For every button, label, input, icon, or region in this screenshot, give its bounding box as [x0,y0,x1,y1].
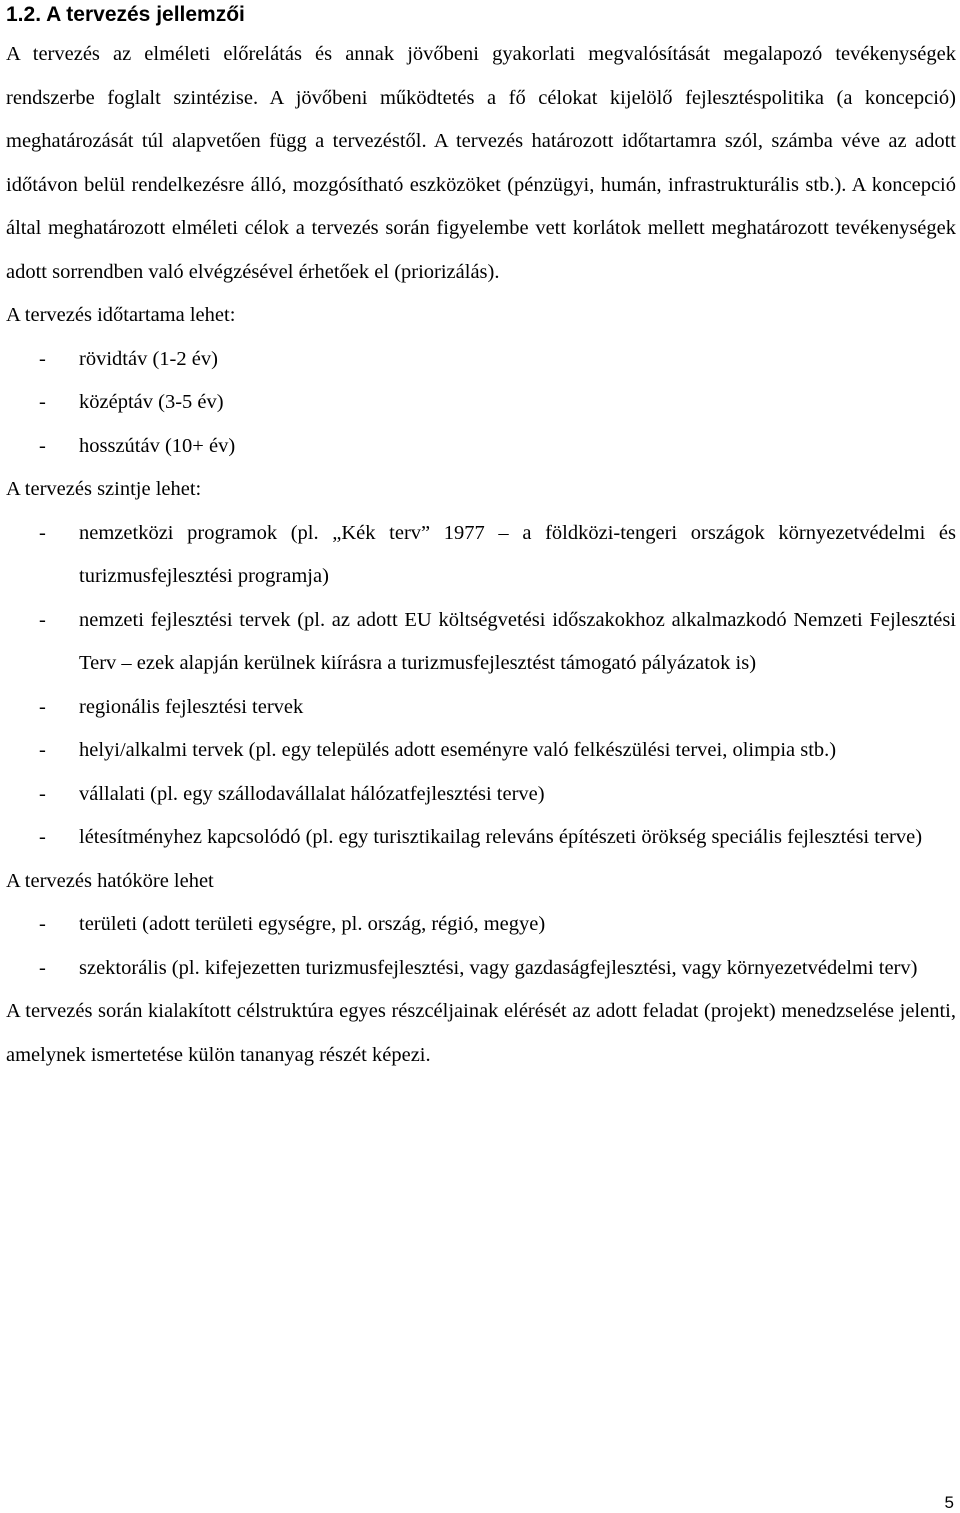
list-marker: - [39,434,46,457]
list-item [6,599,956,686]
scope-list [6,903,956,990]
list-item [6,729,956,773]
list-item-text: vállalati (pl. egy szállodavállalat hálózatfejlesztési terve) [79,782,545,805]
list-marker: - [39,391,46,413]
list-item [6,381,956,425]
list-item-text: nemzetközi programok (pl. „Kék terv” 1977 – a földközi-tengeri országok környezetvédelmi és turizmusfejlesztési programja) [79,521,956,587]
list-item [6,338,956,382]
list-item-text: helyi/alkalmi tervek (pl. egy település adott eseményre való felkészülési tervei, olimpia stb.) [79,739,837,761]
duration-list [6,338,956,469]
list-item [6,425,956,469]
list-marker: - [39,739,46,761]
list-item-text: hosszútáv (10+ év) [79,434,236,457]
list-item [6,686,956,730]
list-marker: - [39,956,46,979]
list-item-text: területi (adott területi egységre, pl. ország, régió, megye) [79,913,546,935]
list-item-text: létesítményhez kapcsolódó (pl. egy turisztikailag releváns építészeti örökség speciális fejlesztési terve) [79,826,923,848]
list-item [6,903,956,947]
closing-paragraph: A tervezés során kialakított célstruktúra egyes részcéljainak elérését az adott feladat (projekt) menedzselése jelenti, amelynek ismertetése külön tananyag részét képezi. [6,1000,956,1066]
list-marker: - [39,913,46,935]
section-heading: 1.2. A tervezés jellemzői [6,3,245,26]
list-marker: - [39,826,46,848]
scope-intro: A tervezés hatóköre lehet [6,869,214,892]
list-marker: - [39,782,46,805]
list-marker: - [39,608,46,631]
list-item-text: nemzeti fejlesztési tervek (pl. az adott EU költségvetési időszakokhoz alkalmazkodó Nemzeti Fejlesztési Terv – ezek alapján kerülnek kiírásra a turizmusfejlesztést támogató pályázatok is) [79,608,956,674]
list-item-text: szektorális (pl. kifejezetten turizmusfejlesztési, vagy gazdaságfejlesztési, vagy környezetvédelmi terv) [79,956,918,979]
list-item-text: regionális fejlesztési tervek [79,695,304,718]
list-marker: - [39,521,46,544]
list-marker: - [39,695,46,718]
page-number: 5 [944,1493,954,1512]
list-item [6,947,956,991]
list-item [6,773,956,817]
list-item [6,816,956,860]
list-item-text: rövidtáv (1-2 év) [79,347,218,370]
level-intro: A tervezés szintje lehet: [6,478,202,500]
level-list [6,512,956,860]
list-marker: - [39,347,46,370]
list-item-text: középtáv (3-5 év) [79,391,224,413]
list-item [6,512,956,599]
document-page [6,0,956,1077]
intro-paragraph: A tervezés az elméleti előrelátás és annak jövőbeni gyakorlati megvalósítását megalapozó tevékenységek rendszerbe foglalt szintézise. A jövőbeni működtetés a fő célokat kijelölő fejlesztéspolitika (a koncepció) meghatározását túl alapvetően függ a tervezéstől. A tervezés határozott időtartamra szól, számba véve az adott időtávon belül rendelkezésre álló, mozgósítható eszközöket (pénzügyi, humán, infrastrukturális stb.). A koncepció által meghatározott elméleti célok a tervezés során figyelembe vett korlátok mellett meghatározott tevékenységek adott sorrendben való elvégzésével érhetőek el (priorizálás). [6,43,956,283]
duration-intro: A tervezés időtartama lehet: [6,304,236,326]
